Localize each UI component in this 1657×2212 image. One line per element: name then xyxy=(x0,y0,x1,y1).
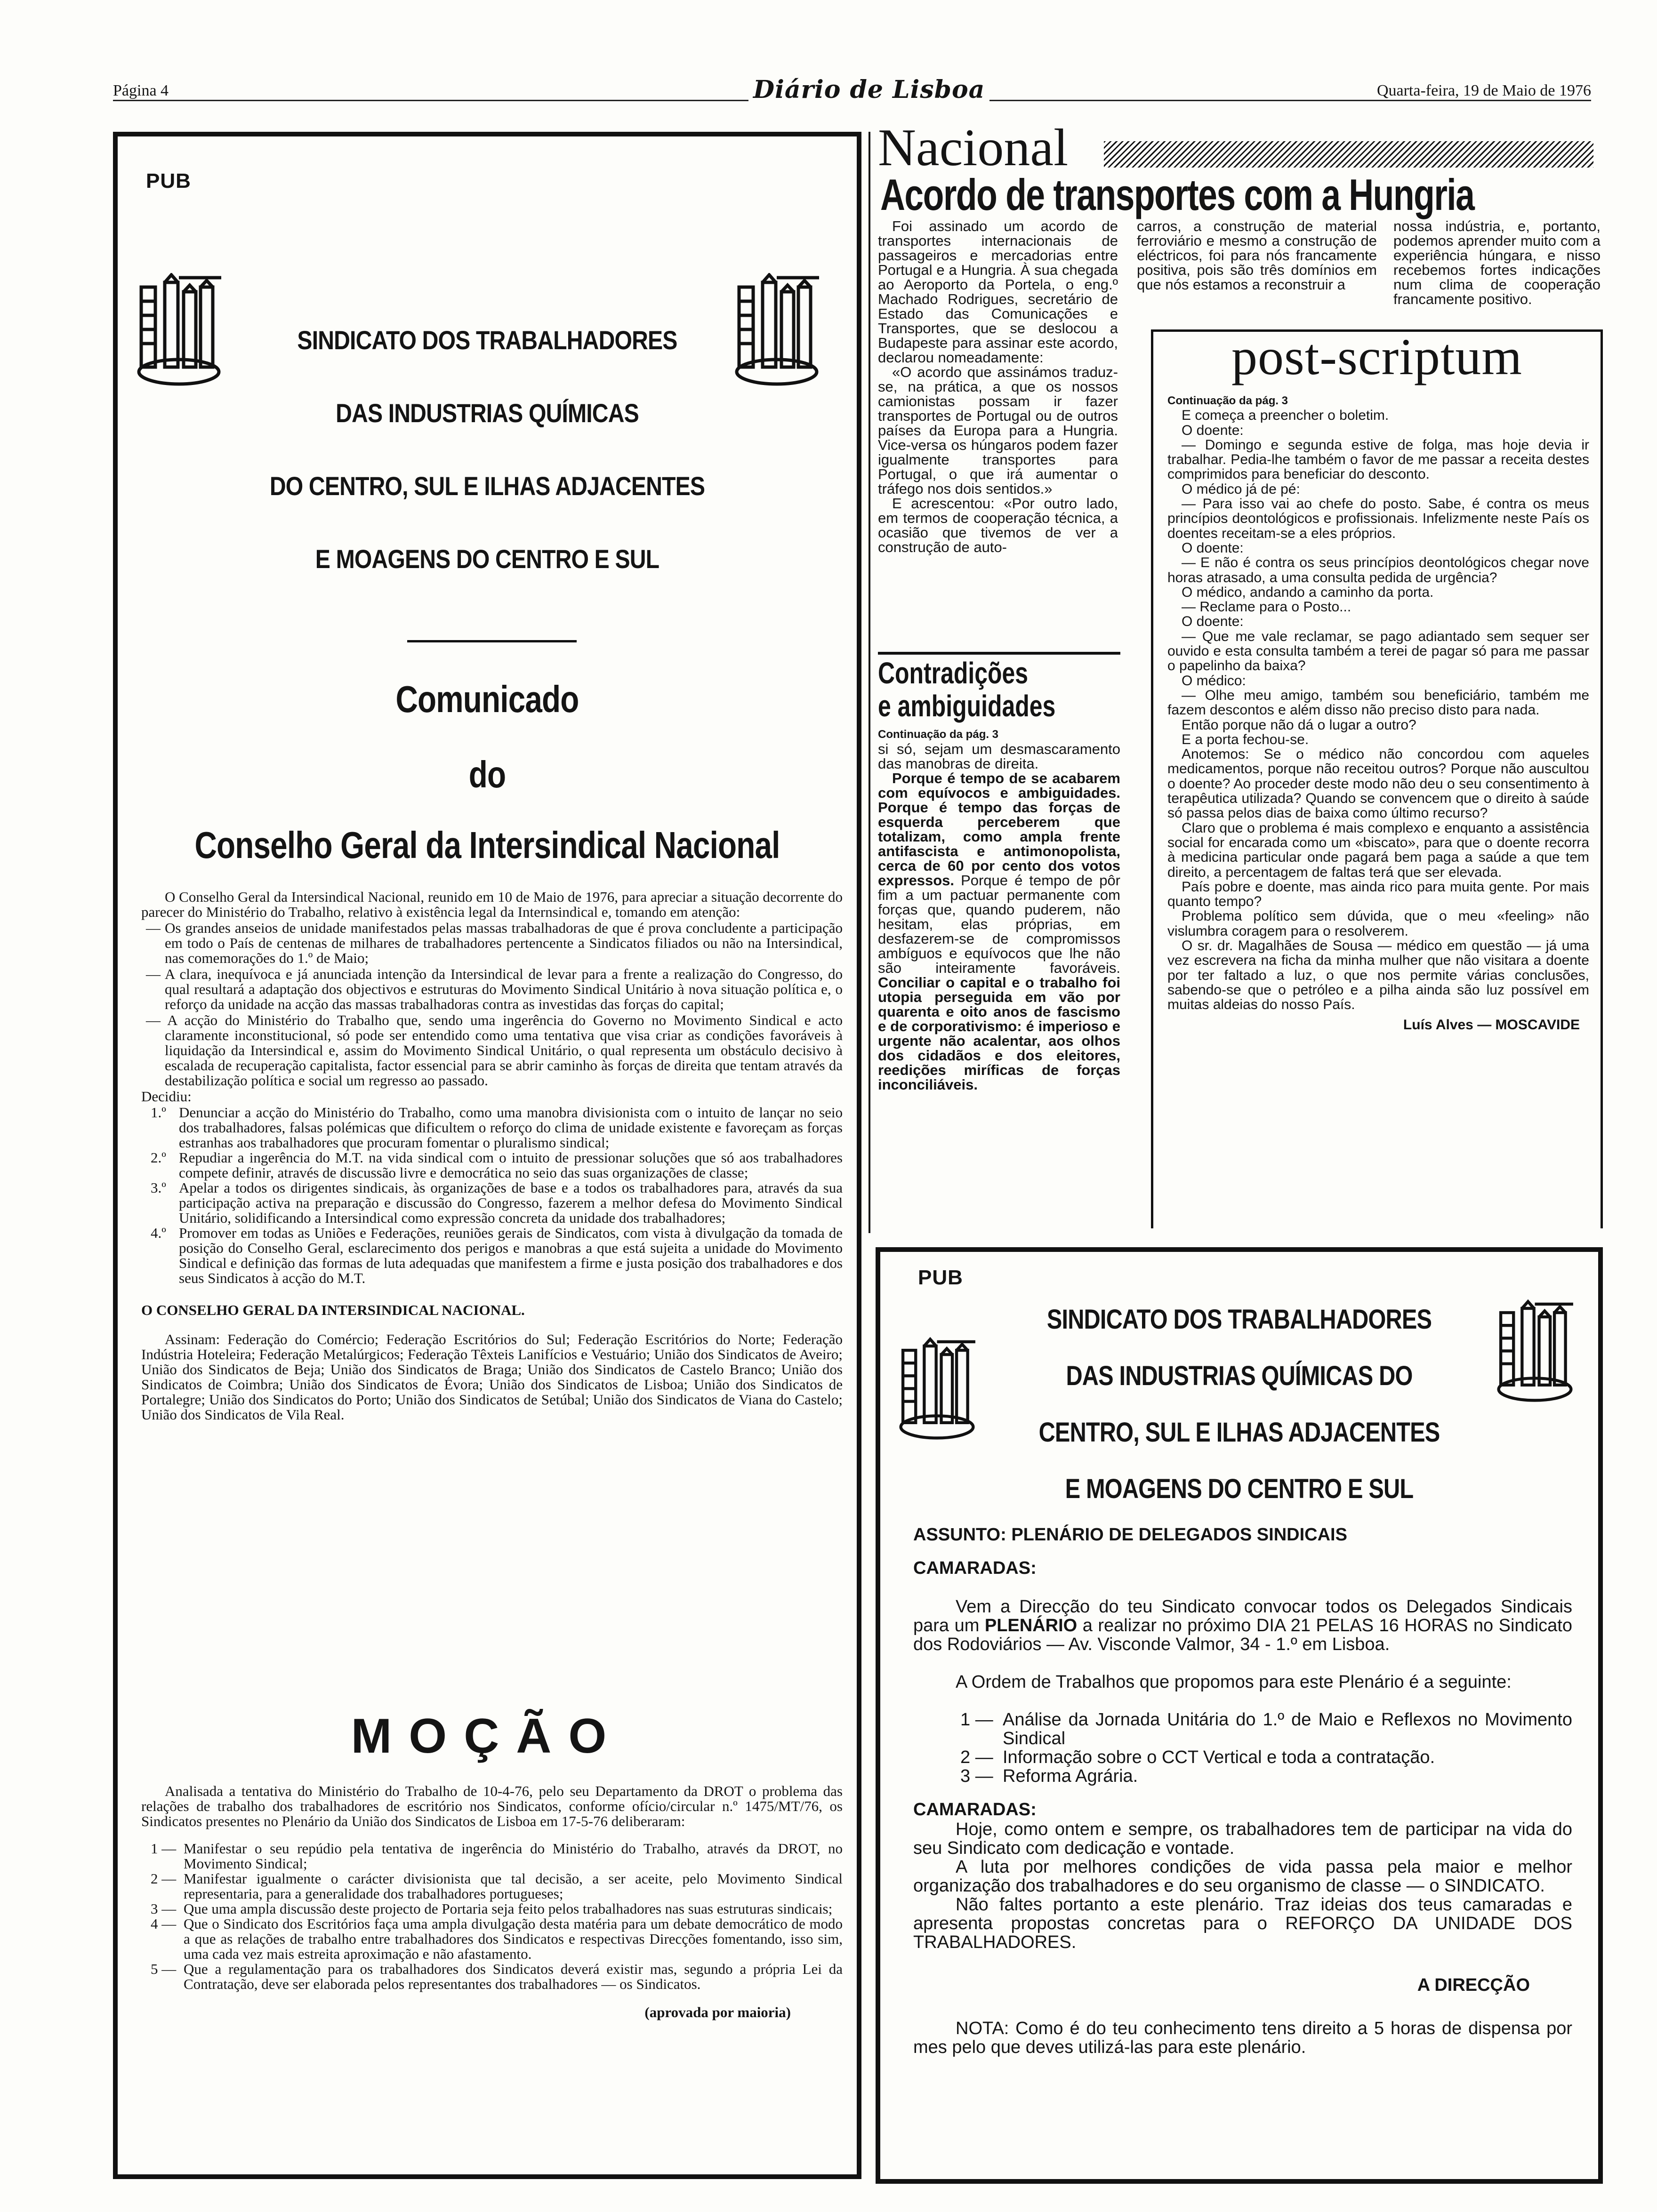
paragraph: Claro que o problema é mais complexo e enquanto a assistência social for encarada como um «biscato», para que o doente recorra à medicina particular onde pagará bem paga a saúde a que tem direito, a percentagem de faltas terá que ser elevada. xyxy=(1167,820,1589,880)
paragraph: «O acordo que assinámos traduz-se, na prática, a que os nossos camionistas possam ir fazer transportes de Portugal ou de outros países da Europa para a Hungria. Vice-versa os húngaros podem fazer igualmente transportes para Portugal, o que irá aumentar o tráfego nos dois sentidos.» xyxy=(878,364,1118,497)
paragraph: Anotemos: Se o médico não concordou com aqueles medicamentos, porque não receitou outros? Porque não auscultou o doente? Ao proceder deste modo não deu o seu consentimento à terapêutica utilizada? Quando se convencem que o direito à saúde só passa pelos dias de baixa como último recurso? xyxy=(1167,746,1589,821)
list-item: 2.º Repudiar a ingerência do M.T. na vida sindical com o intuito de pressionar soluções que só aos trabalhadores compete definir, através de discussão livre e democrática no seio das suas organizações de classe; xyxy=(151,1149,843,1181)
paragraph: — Que me vale reclamar, se pago adiantado sem sequer ser ouvido e esta consulta também a terei de pagar só para me passar o papelinho da baixa? xyxy=(1167,628,1589,674)
page-number: Página 4 xyxy=(113,82,173,100)
article-column xyxy=(1393,219,1601,306)
list-item: 2 — Manifestar igualmente o carácter divisionista que tal decisão, a ser aceite, pelo Movimento Sindical representaria, para a generalidade dos trabalhadores portugueses; xyxy=(151,1870,843,1902)
subject-line: ASSUNTO: PLENÁRIO DE DELEGADOS SINDICAIS xyxy=(913,1525,1347,1545)
union-name-line: DAS INDUSTRIAS QUÍMICAS xyxy=(336,398,639,428)
paragraph: — Olhe meu amigo, também sou beneficiário, também me fazem descontos e além disso não preciso disto para nada. xyxy=(1167,687,1589,718)
salutation: CAMARADAS: xyxy=(913,1800,1037,1819)
continuation-note: Continuação da pág. 3 xyxy=(878,728,999,741)
list-item: 4.º Promover em todas as Uniões e Federações, reuniões gerais de Sindicatos, com vista à divulgação da tomada de posição do Conselho Geral, esclarecimento dos perigos e manobras a que está sujeita a unidade do Movimento Sindical e definição das formas de luta adequadas que manifestem a firme e justa posição dos trabalhadores e dos seus Sindicatos à acção do M.T. xyxy=(151,1225,843,1286)
paragraph: O doente: xyxy=(1182,540,1244,556)
paragraph: O doente: xyxy=(1182,614,1244,630)
approval-note: (aprovada por maioria) xyxy=(644,2004,791,2020)
list-item: 3 — Que uma ampla discussão deste projecto de Portaria seja feito pelos trabalhadores nas suas estruturas sindicais; xyxy=(151,1900,833,1917)
list-item: 1.º Denunciar a acção do Ministério do Trabalho, como uma manobra divisionista com o intuito de lançar no seio dos trabalhadores, falsas polémicas que dificultem o reforço do clima de unidade existente e favoreçam as forças estranhas aos trabalhadores que procuram fomentar o pluralismo sindical; xyxy=(151,1104,843,1151)
agenda-list xyxy=(913,1710,1572,1786)
paragraph: E acrescentou: «Por outro lado, em termos de cooperação técnica, a ocasião que tivemos de ver a construção de auto- xyxy=(878,495,1118,555)
list-item: 3 — Reforma Agrária. xyxy=(960,1766,1138,1786)
paragraph: Assinam: Federação do Comércio; Federação Escritórios do Sul; Federação Escritórios do Norte; Federação Indústria Hoteleira; Federação Metalúrgicos; Federação Têxteis Lanifícios e Vestuário; União dos Sindicatos de Aveiro; União dos Sindicatos de Beja; União dos Sindicatos de Braga; União dos Sindicatos de Castelo Branco; União dos Sindicatos de Coimbra; União dos Sindicatos de Évora; União dos Sindicatos de Lisboa; União dos Sindicatos de Portalegre; União dos Sindicatos do Porto; União dos Sindicatos de Setúbal; União dos Sindicatos de Viana do Castelo; União dos Sindicatos de Vila Real. xyxy=(141,1331,843,1423)
paragraph: — E não é contra os seus princípios deontológicos chegar nove horas atrasado, a uma consulta pedida de urgência? xyxy=(1167,555,1589,585)
notice-body xyxy=(913,1525,1572,2057)
paragraph: O médico já de pé: xyxy=(1182,481,1300,497)
paragraph: carros, a construção de material ferroviário e mesmo a construção de eléctricos, foi para nós francamente positiva, pois são três domínios em que nós estamos a reconstruir a xyxy=(1137,218,1377,293)
continuation-note: Continuação da pág. 3 xyxy=(1167,394,1288,407)
signature: O CONSELHO GERAL DA INTERSINDICAL NACIONAL. xyxy=(141,1302,525,1318)
paragraph: O Conselho Geral da Intersindical Nacional, reunido em 10 de Maio de 1976, para apreciar a situação decorrente do parecer do Ministério do Trabalho, relativo à existência legal da Internsindical e, tomando em atenção: xyxy=(141,889,843,920)
factory-icon xyxy=(1492,1299,1582,1407)
masthead: Diário de Lisboa xyxy=(748,75,989,104)
list-item: 4 — Que o Sindicato dos Escritórios faça uma ampla divulgação desta matéria para um debate democrático de modo a que as relações de trabalho entre trabalhadores dos Sindicatos e respectivas Direcções fomentando, isso sim, uma cada vez mais estreita aproximação e não afastamento. xyxy=(151,1915,843,1962)
comunicado-title: do xyxy=(468,753,506,795)
article-title: e ambiguidades xyxy=(878,689,1056,723)
paragraph: Decidiu: xyxy=(141,1088,192,1105)
postscriptum-title: post-scriptum xyxy=(1231,328,1522,385)
paragraph: E a porta fechou-se. xyxy=(1182,731,1309,747)
article-column xyxy=(1137,219,1377,292)
factory-icon xyxy=(894,1337,984,1445)
article-title: Contradições xyxy=(878,656,1028,690)
comunicado-body xyxy=(141,890,843,1423)
list-item: — A acção do Ministério do Trabalho que, sendo uma ingerência do Governo no Movimento Sindical e acto claramente inconstitucional, só pode ser entendido como uma tentativa que visa criar as condições favoráveis à liquidação da Intersindical e, assim do Movimento Sindical Unitário, o qual representa um obstáculo decisivo à escalada de recuperação capitalista, factor essencial para se abrir caminho às forças de direita que tentam através da destabilização política e social um regresso ao passado. xyxy=(146,1012,843,1089)
pub-label: PUB xyxy=(146,169,191,192)
paragraph: Hoje, como ontem e sempre, os trabalhadores tem de participar na vida do seu Sindicato com dedicação e vontade. xyxy=(913,1819,1572,1858)
right-advertisement xyxy=(876,1247,1603,2184)
union-name-line: E MOAGENS DO CENTRO E SUL xyxy=(1065,1474,1414,1504)
paragraph: O doente: xyxy=(1182,422,1244,438)
postscriptum-body xyxy=(1153,387,1601,1033)
paragraph: O sr. dr. Magalhães de Sousa — médico em questão — já uma vez escrevera na ficha da minha mulher que não visitara a doente por ter faltado a luz, o que nos permite várias conclusões, sabendo-se que o petróleo e a pilha ainda são luz possível em muitas aldeias do nosso País. xyxy=(1167,938,1589,1013)
union-name-line: SINDICATO DOS TRABALHADORES xyxy=(1046,1304,1432,1335)
paragraph: O médico, andando a caminho da porta. xyxy=(1182,584,1434,600)
union-name-line: DO CENTRO, SUL E ILHAS ADJACENTES xyxy=(269,471,705,501)
paragraph: — Para isso vai ao chefe do posto. Sabe, é contra os meus princípios deontológicos e profissionais. Infelizmente neste País os doentes receitam-se a eles próprios. xyxy=(1167,496,1589,541)
list-item: — A clara, inequívoca e já anunciada intenção da Intersindical de levar para a frente a realização do Congresso, do qual resultará a adaptação dos objectivos e estruturas do Movimento Sindical Unitário à nova situação política e, o reforço da unidade na acção das massas trabalhadoras contra as investidas das forças do capital; xyxy=(146,966,843,1012)
list-item: — Os grandes anseios de unidade manifestados pelas massas trabalhadoras de que é prova concludente a participação em todo o País de centenas de milhares de trabalhadores pertencente a Sindicatos filiados ou não na Intersindical, nas comemorações do 1.º de Maio; xyxy=(146,920,843,966)
paragraph: Então porque não dá o lugar a outro? xyxy=(1182,717,1416,733)
paragraph: E começa a preencher o boletim. xyxy=(1182,408,1389,424)
section-title: Nacional xyxy=(878,119,1069,177)
paragraph: Foi assinado um acordo de transportes internacionais de passageiros e mercadorias entre Portugal e a Hungria. À sua chegada ao Aeroporto da Portela, o eng.º Machado Rodrigues, secretário de Estado das Comunicações e Transportes, que se deslocou a Budapeste para assinar este acordo, declarou nomeadamente: xyxy=(878,218,1118,366)
divider xyxy=(407,640,577,642)
article-body xyxy=(878,727,1120,1092)
headline: Acordo de transportes com a Hungria xyxy=(880,170,1474,219)
pub-label: PUB xyxy=(918,1266,963,1289)
column-rule xyxy=(869,132,870,1233)
paragraph: si só, sejam um desmascaramento das manobras de direita. xyxy=(878,741,1120,772)
paragraph: O médico: xyxy=(1182,673,1246,689)
divider xyxy=(878,652,1120,655)
union-name-line: DAS INDUSTRIAS QUÍMICAS DO xyxy=(1066,1361,1413,1391)
section-hatch xyxy=(1104,141,1593,168)
contradicoes-article xyxy=(878,657,1120,1092)
paragraph: Analisada a tentativa do Ministério do Trabalho de 10-4-76, pelo seu Departamento da DROT o problema das relações de trabalho dos trabalhadores de escritório nos Sindicatos, conforme ofício/circular n.º 1475/MT/76, os Sindicatos presentes no Plenário da União dos Sindicatos de Lisboa em 17-5-76 deliberaram: xyxy=(141,1783,843,1829)
byline: Luís Alves — MOSCAVIDE xyxy=(1403,1017,1580,1033)
comunicado-title: Conselho Geral da Intersindical Nacional xyxy=(194,824,780,866)
comunicado-title: Comunicado xyxy=(395,678,579,720)
note: NOTA: Como é do teu conhecimento tens direito a 5 horas de dispensa por mes pelo que deves utilizá-las para este plenário. xyxy=(913,2019,1572,2057)
paragraph: — Domingo e segunda estive de folga, mas hoje devia ir trabalhar. Pedia-lhe também o favor de me passar a receita destes comprimidos para beneficiar do desconto. xyxy=(1167,437,1589,482)
paragraph: A Ordem de Trabalhos que propomos para este Plenário é a seguinte: xyxy=(956,1672,1512,1692)
list-item: 2 — Informação sobre o CCT Vertical e toda a contratação. xyxy=(960,1747,1435,1767)
article-column xyxy=(878,219,1118,554)
paragraph: Não faltes portanto a este plenário. Traz ideias dos teus camaradas e apresenta propostas concretas para o REFORÇO DA UNIDADE DOS TRABALHADORES. xyxy=(913,1895,1572,1952)
union-name-line: E MOAGENS DO CENTRO E SUL xyxy=(315,544,660,574)
signoff: A DIRECÇÃO xyxy=(1417,1975,1530,1995)
paragraph: A luta por melhores condições de vida passa pela maior e melhor organização dos trabalhadores e do seu organismo de classe — o SINDICATO. xyxy=(913,1857,1572,1896)
paragraph: Porque é tempo de se acabarem com equívocos e ambiguidades. Porque é tempo das forças de esquerda perceberem que totalizam, como ampla frente antifascista e antimonopolista, cerca de 60 por cento dos votos expressos. Porque é tempo de pôr fim a um pactuar permanente com forças que, quando puderem, não hesitam, elas próprias, em desfazerem-se de compromissos ambíguos e equívocos que lhe não são inteiramente favoráveis. Conciliar o capital e o trabalho foi utopia perseguida em vão por quarenta e oito anos de fascismo e de corporativismo: é imperioso e urgente não acalentar, aos olhos dos cidadãos e dos eleitores, reedições miríficas de forças inconciliáveis. xyxy=(878,770,1120,1093)
list-item: 5 — Que a regulamentação para os trabalhadores dos Sindicatos deverá existir mas, segundo a própria Lei da Contratação, deve ser elaborada pelos representantes dos trabalhadores — os Sindicatos. xyxy=(151,1961,843,1992)
union-name-line: CENTRO, SUL E ILHAS ADJACENTES xyxy=(1038,1417,1440,1448)
issue-date: Quarta-feira, 19 de Maio de 1976 xyxy=(1372,82,1591,100)
salutation: CAMARADAS: xyxy=(913,1558,1037,1578)
list-item: 1 — Manifestar o seu repúdio pela tentativa de ingerência do Ministério do Trabalho, através da DROT, no Movimento Sindical; xyxy=(151,1840,843,1872)
union-name-line: SINDICATO DOS TRABALHADORES xyxy=(297,325,677,355)
postscriptum-box xyxy=(1151,329,1603,1228)
left-advertisement xyxy=(113,132,861,2179)
mocao-title: MOÇÃO xyxy=(351,1709,624,1763)
paragraph: Vem a Direcção do teu Sindicato convocar todos os Delegados Sindicais para um PLENÁRIO a realizar no próximo DIA 21 PELAS 16 HORAS no Sindicato dos Rodoviários — Av. Visconde Valmor, 34 - 1.º em Lisboa. xyxy=(913,1597,1572,1654)
paragraph: País pobre e doente, mas ainda rico para muita gente. Por mais quanto tempo? xyxy=(1167,879,1589,910)
paragraph: Problema político sem dúvida, que o meu «feeling» não vislumbra coragem para o resolverem. xyxy=(1167,908,1589,939)
list-item: 1 — Análise da Jornada Unitária do 1.º de Maio e Reflexos no Movimento Sindical xyxy=(960,1710,1572,1748)
paragraph: — Reclame para o Posto... xyxy=(1182,599,1351,615)
list-item: 3.º Apelar a todos os dirigentes sindicais, às organizações de base e a todos os trabalhadores para, através da sua participação activa na preparação e discussão do Congresso, fazerem a melhor defesa do Movimento Sindical Unitário, solidificando a Intersindical como expressão concreta da unidade dos trabalhadores; xyxy=(151,1179,843,1226)
mocao-body xyxy=(141,1784,843,2021)
paragraph: nossa indústria, e, portanto, podemos aprender muito com a experiência húngara, e nisso recebemos fortes indicações num clima de cooperação francamente positivo. xyxy=(1393,218,1601,307)
